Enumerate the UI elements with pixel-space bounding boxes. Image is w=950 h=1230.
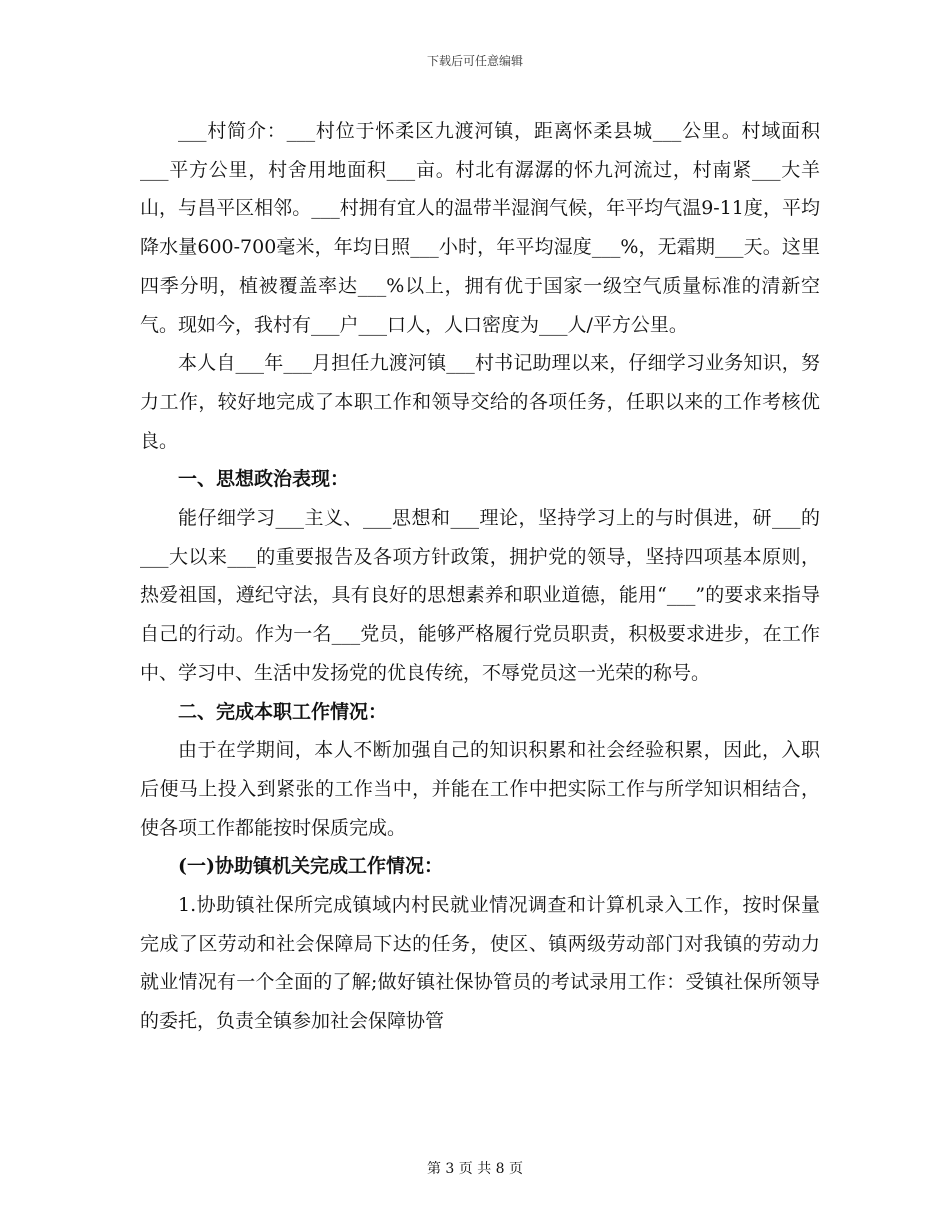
paragraph-work: 由于在学期间，本人不断加强自己的知识积累和社会经验积累，因此，入职后便马上投入到紧张的工作当中，并能在工作中把实际工作与所学知识相结合，使各项工作都能按时保质完成。 xyxy=(140,739,820,839)
page-header: 下载后可任意编辑 xyxy=(426,54,523,68)
paragraph-appointment: 本人自___年___月担任九渡河镇___村书记助理以来，仔细学习业务知识，努力工作，较好地完成了本职工作和领导交给的各项任务，任职以来的工作考核优良。 xyxy=(140,352,820,452)
subsection-heading-assist: (一)协助镇机关完成工作情况： xyxy=(178,855,443,878)
paragraph-political: 能仔细学习___主义、___思想和___理论，坚持学习上的与时俱进，研___的___大以来___的重要报告及各项方针政策，拥护党的领导，坚持四项基本原则，热爱祖国，遵纪守法，具有良好的思想素养和职业道德，能用“___”的要求来指导自己的行动。作为一名___党员，能够严格履行党员职责，积极要求进步，在工作中、学习中、生活中发扬党的优良传统，不辱党员这一光荣的称号。 xyxy=(140,507,820,684)
paragraph-village-intro: ___村简介：___村位于怀柔区九渡河镇，距离怀柔县城___公里。村域面积___平方公里，村舍用地面积___亩。村北有潺潺的怀九河流过，村南紧___大羊山，与昌平区相邻。___村拥有宜人的温带半湿润气候，年平均气温9-11度，平均降水量600-700毫米，年均日照___小时，年平均湿度___%，无霜期___天。这里四季分明，植被覆盖率达___%以上，拥有优于国家一级空气质量标准的清新空气。现如今，我村有___户___口人，人口密度为___人/平方公里。 xyxy=(140,120,820,336)
document-body xyxy=(140,112,820,1041)
section-heading-work: 二、完成本职工作情况： xyxy=(178,700,388,723)
paragraph-assist-1: 1.协助镇社保所完成镇域内村民就业情况调查和计算机录入工作，按时保量完成了区劳动和社会保障局下达的任务，使区、镇两级劳动部门对我镇的劳动力就业情况有一个全面的了解;做好镇社保协管员的考试录用工作：受镇社保所领导的委托，负责全镇参加社会保障协管 xyxy=(140,894,820,1033)
page-footer: 第 3 页 共 8 页 xyxy=(426,1161,524,1177)
section-heading-political: 一、思想政治表现： xyxy=(178,468,350,491)
